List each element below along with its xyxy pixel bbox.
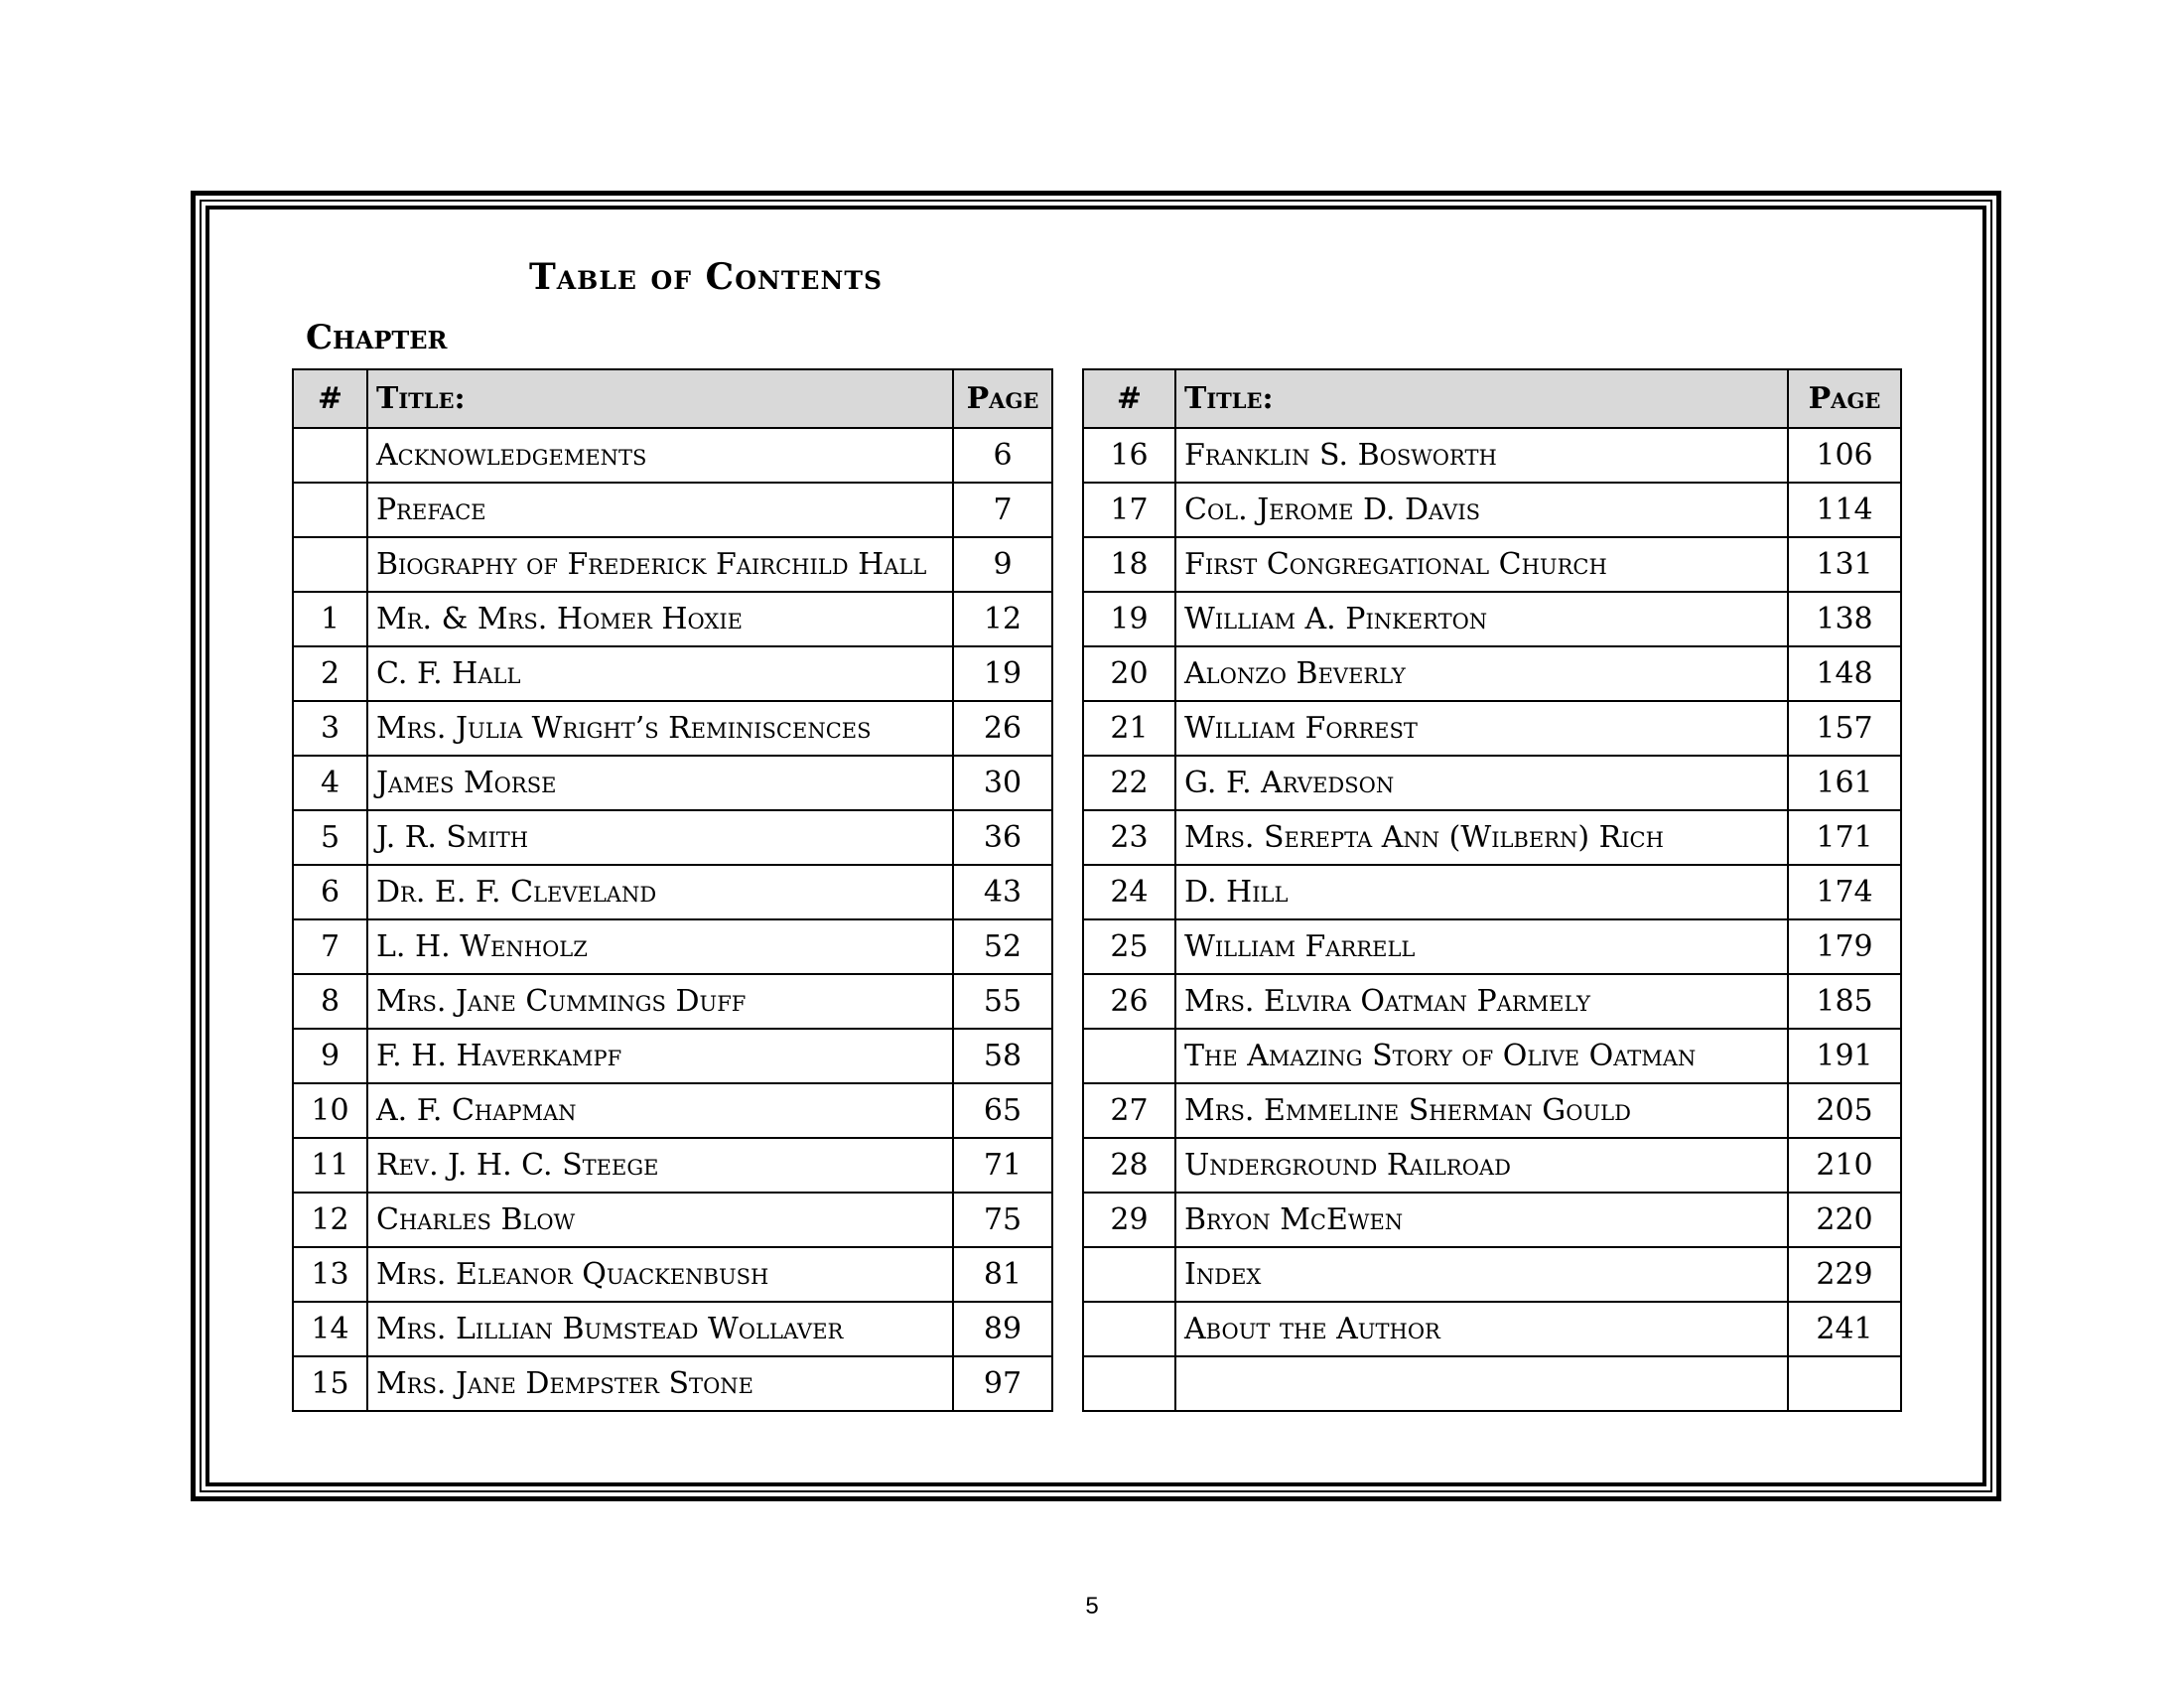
toc-table-right — [1082, 368, 1902, 1412]
table-row — [1083, 919, 1901, 974]
table-row — [293, 919, 1052, 974]
table-row — [1083, 1083, 1901, 1138]
page-ref: 106 — [1788, 428, 1901, 483]
table-row — [1083, 701, 1901, 756]
chapter-title: William Forrest — [1175, 701, 1788, 756]
chapter-number: 13 — [293, 1247, 367, 1302]
table-row — [293, 1302, 1052, 1356]
chapter-title: Mrs. Emmeline Sherman Gould — [1175, 1083, 1788, 1138]
page-ref: 161 — [1788, 756, 1901, 810]
page-ref: 157 — [1788, 701, 1901, 756]
table-row — [1083, 1193, 1901, 1247]
chapter-number: 7 — [293, 919, 367, 974]
chapter-title: Franklin S. Bosworth — [1175, 428, 1788, 483]
chapter-title: Col. Jerome D. Davis — [1175, 483, 1788, 537]
chapter-number: 20 — [1083, 646, 1175, 701]
chapter-title: J. R. Smith — [367, 810, 953, 865]
table-row — [1083, 974, 1901, 1029]
chapter-number: 3 — [293, 701, 367, 756]
chapter-number: 17 — [1083, 483, 1175, 537]
chapter-number — [1083, 1356, 1175, 1411]
page-ref: 81 — [953, 1247, 1052, 1302]
page-ref: 185 — [1788, 974, 1901, 1029]
page-ref: 131 — [1788, 537, 1901, 592]
chapter-number: 29 — [1083, 1193, 1175, 1247]
table-row — [293, 537, 1052, 592]
chapter-title: Mrs. Elvira Oatman Parmely — [1175, 974, 1788, 1029]
column-header-number: # — [1083, 369, 1175, 428]
chapter-number: 11 — [293, 1138, 367, 1193]
chapter-title: Mr. & Mrs. Homer Hoxie — [367, 592, 953, 646]
page-ref: 6 — [953, 428, 1052, 483]
chapter-title: Mrs. Lillian Bumstead Wollaver — [367, 1302, 953, 1356]
page-ref: 89 — [953, 1302, 1052, 1356]
page-ref: 179 — [1788, 919, 1901, 974]
page-ref: 58 — [953, 1029, 1052, 1083]
page-ref: 52 — [953, 919, 1052, 974]
column-header-title: Title: — [1175, 369, 1788, 428]
table-row — [293, 646, 1052, 701]
page-ref — [1788, 1356, 1901, 1411]
page-ref: 191 — [1788, 1029, 1901, 1083]
toc-table-left — [292, 368, 1053, 1412]
chapter-title: Preface — [367, 483, 953, 537]
page-ref: 210 — [1788, 1138, 1901, 1193]
chapter-number — [1083, 1029, 1175, 1083]
table-row — [293, 810, 1052, 865]
chapter-number — [1083, 1247, 1175, 1302]
page-ref: 97 — [953, 1356, 1052, 1411]
chapter-number — [1083, 1302, 1175, 1356]
table-row — [293, 701, 1052, 756]
table-row — [293, 756, 1052, 810]
page-ref: 36 — [953, 810, 1052, 865]
table-row — [293, 1083, 1052, 1138]
chapter-title: Mrs. Jane Dempster Stone — [367, 1356, 953, 1411]
page-ref: 148 — [1788, 646, 1901, 701]
chapter-number: 14 — [293, 1302, 367, 1356]
chapter-number: 26 — [1083, 974, 1175, 1029]
chapter-title: Mrs. Eleanor Quackenbush — [367, 1247, 953, 1302]
chapter-number: 10 — [293, 1083, 367, 1138]
table-row — [1083, 428, 1901, 483]
table-row — [1083, 592, 1901, 646]
column-header-page: Page — [953, 369, 1052, 428]
table-header-row — [1083, 369, 1901, 428]
chapter-title: Mrs. Serepta Ann (Wilbern) Rich — [1175, 810, 1788, 865]
chapter-number: 19 — [1083, 592, 1175, 646]
chapter-title: Alonzo Beverly — [1175, 646, 1788, 701]
page-ref: 174 — [1788, 865, 1901, 919]
table-row — [293, 1356, 1052, 1411]
chapter-number: 23 — [1083, 810, 1175, 865]
chapter-number: 8 — [293, 974, 367, 1029]
column-header-page: Page — [1788, 369, 1901, 428]
page-ref: 30 — [953, 756, 1052, 810]
table-row — [1083, 537, 1901, 592]
table-row — [293, 974, 1052, 1029]
chapter-label: Chapter — [306, 318, 448, 357]
chapter-number — [293, 483, 367, 537]
chapter-title: William Farrell — [1175, 919, 1788, 974]
table-row — [293, 1193, 1052, 1247]
page-ref: 114 — [1788, 483, 1901, 537]
chapter-title: Biography of Frederick Fairchild Hall — [367, 537, 953, 592]
table-row — [1083, 483, 1901, 537]
page-ref: 65 — [953, 1083, 1052, 1138]
chapter-number: 28 — [1083, 1138, 1175, 1193]
page-number: 5 — [1085, 1593, 1099, 1619]
page-ref: 9 — [953, 537, 1052, 592]
chapter-number — [293, 428, 367, 483]
chapter-number: 12 — [293, 1193, 367, 1247]
chapter-number: 25 — [1083, 919, 1175, 974]
page-ref: 138 — [1788, 592, 1901, 646]
table-row — [1083, 646, 1901, 701]
column-header-title: Title: — [367, 369, 953, 428]
page-ref: 241 — [1788, 1302, 1901, 1356]
chapter-number: 6 — [293, 865, 367, 919]
chapter-title: Mrs. Julia Wright’s Reminiscences — [367, 701, 953, 756]
table-row — [293, 483, 1052, 537]
table-row — [1083, 1029, 1901, 1083]
chapter-title: James Morse — [367, 756, 953, 810]
column-header-number: # — [293, 369, 367, 428]
page-ref: 26 — [953, 701, 1052, 756]
page-ref: 71 — [953, 1138, 1052, 1193]
chapter-title: Bryon McEwen — [1175, 1193, 1788, 1247]
chapter-title: G. F. Arvedson — [1175, 756, 1788, 810]
chapter-title: About the Author — [1175, 1302, 1788, 1356]
chapter-title — [1175, 1356, 1788, 1411]
page-ref: 220 — [1788, 1193, 1901, 1247]
chapter-number: 18 — [1083, 537, 1175, 592]
table-row — [1083, 1302, 1901, 1356]
chapter-number: 15 — [293, 1356, 367, 1411]
page-ref: 7 — [953, 483, 1052, 537]
chapter-title: Mrs. Jane Cummings Duff — [367, 974, 953, 1029]
table-row — [293, 1029, 1052, 1083]
chapter-title: The Amazing Story of Olive Oatman — [1175, 1029, 1788, 1083]
page-ref: 55 — [953, 974, 1052, 1029]
chapter-number: 24 — [1083, 865, 1175, 919]
chapter-number: 21 — [1083, 701, 1175, 756]
chapter-title: Rev. J. H. C. Steege — [367, 1138, 953, 1193]
chapter-number: 27 — [1083, 1083, 1175, 1138]
chapter-number: 16 — [1083, 428, 1175, 483]
table-row — [293, 428, 1052, 483]
chapter-title: F. H. Haverkampf — [367, 1029, 953, 1083]
table-row — [1083, 1138, 1901, 1193]
page-ref: 205 — [1788, 1083, 1901, 1138]
table-row — [1083, 1356, 1901, 1411]
chapter-title: L. H. Wenholz — [367, 919, 953, 974]
page-ref: 19 — [953, 646, 1052, 701]
chapter-title: Index — [1175, 1247, 1788, 1302]
table-row — [293, 1247, 1052, 1302]
chapter-title: D. Hill — [1175, 865, 1788, 919]
table-row — [293, 1138, 1052, 1193]
table-row — [293, 592, 1052, 646]
chapter-title: Charles Blow — [367, 1193, 953, 1247]
page-ref: 229 — [1788, 1247, 1901, 1302]
page-ref: 12 — [953, 592, 1052, 646]
table-header-row — [293, 369, 1052, 428]
chapter-title: A. F. Chapman — [367, 1083, 953, 1138]
table-row — [1083, 810, 1901, 865]
toc-heading: Table of Contents — [529, 256, 883, 298]
table-row — [1083, 1247, 1901, 1302]
chapter-title: First Congregational Church — [1175, 537, 1788, 592]
table-row — [293, 865, 1052, 919]
chapter-number: 2 — [293, 646, 367, 701]
chapter-title: Dr. E. F. Cleveland — [367, 865, 953, 919]
table-row — [1083, 865, 1901, 919]
chapter-title: Underground Railroad — [1175, 1138, 1788, 1193]
chapter-title: Acknowledgements — [367, 428, 953, 483]
chapter-number: 5 — [293, 810, 367, 865]
chapter-number: 22 — [1083, 756, 1175, 810]
chapter-number: 1 — [293, 592, 367, 646]
page-ref: 75 — [953, 1193, 1052, 1247]
chapter-number — [293, 537, 367, 592]
table-row — [1083, 756, 1901, 810]
chapter-number: 9 — [293, 1029, 367, 1083]
chapter-title: C. F. Hall — [367, 646, 953, 701]
page-ref: 171 — [1788, 810, 1901, 865]
page-ref: 43 — [953, 865, 1052, 919]
chapter-number: 4 — [293, 756, 367, 810]
chapter-title: William A. Pinkerton — [1175, 592, 1788, 646]
